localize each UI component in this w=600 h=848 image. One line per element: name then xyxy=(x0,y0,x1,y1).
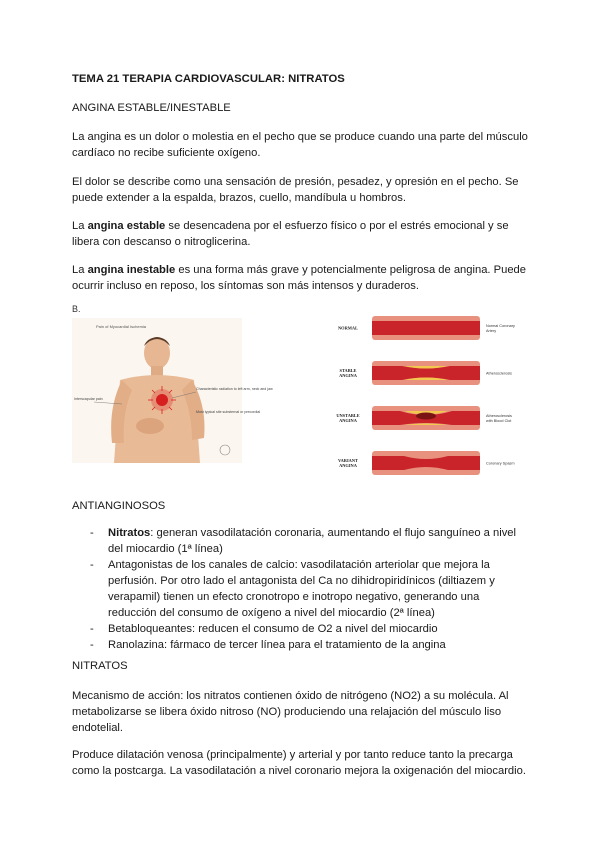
figure-left-label-left: Interscapular pain xyxy=(74,397,103,401)
list-item xyxy=(90,557,530,621)
page-title: TEMA 21 TERAPIA CARDIOVASCULAR: NITRATOS xyxy=(72,73,345,85)
figure-left-caption: Pain of Myocardial Ischemia xyxy=(96,324,147,329)
artery-row-label: UNSTABLE xyxy=(336,413,360,418)
artery-row-description: Atherosclerosis xyxy=(486,414,512,418)
list-item xyxy=(90,525,530,557)
blood-clot xyxy=(416,413,436,420)
artery-row-description: Artery xyxy=(486,329,497,333)
artery-row xyxy=(336,406,512,430)
list-item-text: Ranolazina: fármaco de tercer línea para el tratamiento de la angina xyxy=(108,639,446,651)
artery-row-description: Normal Coronary xyxy=(486,324,515,328)
artery-comparison-diagram xyxy=(322,310,530,480)
artery-row xyxy=(338,451,514,475)
figure-left-label-right-2: Most typical site substernal or precordial xyxy=(196,410,261,414)
artery-row xyxy=(339,361,512,385)
p4-post: es una forma más grave y potencialmente peligrosa de angina. Puede ocurrir incluso en reposo, los síntomas son más intensos y duraderos. xyxy=(72,264,526,292)
artery-row-label: ANGINA xyxy=(339,463,357,468)
list-item-text: Betabloqueantes: reducen el consumo de O2 a nivel del miocardio xyxy=(108,623,438,635)
artery-row xyxy=(338,316,515,340)
artery-lumen xyxy=(372,321,480,335)
section-heading-antianginosos: ANTIANGINOSOS xyxy=(72,500,166,512)
artery-row-label: ANGINA xyxy=(339,418,357,423)
list-item-bold: Nitratos xyxy=(108,527,151,539)
paragraph-pain: El dolor se describe como una sensación de presión, pesadez, y opresión en el pecho. Se puede extender a la espalda, brazos, cuello, mandíbula u hombros. xyxy=(72,176,519,204)
artery-row-description: with Blood Clot xyxy=(486,419,512,423)
paragraph-stable-angina xyxy=(72,218,532,250)
chest-pain-illustration xyxy=(72,318,273,463)
section-heading-angina: ANGINA ESTABLE/INESTABLE xyxy=(72,102,231,114)
figure-left-label-right-1: Characteristic radiation to left arm, neck and jaw xyxy=(196,387,273,391)
paragraph-unstable-angina xyxy=(72,262,532,294)
list-item xyxy=(90,637,530,653)
list-dash: - xyxy=(90,623,94,635)
paragraph-definition: La angina es un dolor o molestia en el pecho que se produce cuando una parte del músculo cardíaco no recibe suficiente oxígeno. xyxy=(72,131,528,159)
artery-row-label: ANGINA xyxy=(339,373,357,378)
paragraph-mechanism: Mecanismo de acción: los nitratos contienen óxido de nitrógeno (NO2) a su molécula. Al metabolizarse se libera óxido nitroso (NO) produciendo una relajación del músculo liso endotelial. xyxy=(72,690,509,734)
list-dash: - xyxy=(90,527,94,539)
paragraph-effects: Produce dilatación venosa (principalmente) y arterial y por tanto reduce tanto la precarga como la postcarga. La vasodilatación a nivel coronario mejora la oxigenación del miocardio. xyxy=(72,749,526,777)
list-item xyxy=(90,621,530,637)
figure-marker: B. xyxy=(72,304,81,314)
list-dash: - xyxy=(90,639,94,651)
p3-pre: La xyxy=(72,220,88,232)
antianginal-list xyxy=(90,525,530,653)
p3-bold: angina estable xyxy=(87,220,166,232)
p4-bold: angina inestable xyxy=(87,264,176,276)
artery-row-description: Atherosclerosis xyxy=(486,371,512,376)
artery-row-description: Coronary Spasm xyxy=(486,461,515,466)
list-item-text: Antagonistas de los canales de calcio: vasodilatación arteriolar que mejora la perfusión. Por otro lado el antagonista del Ca no dihidropiridínicos (diltiazem y verapamil) tienen un efecto cronotropo e inotropo negativo, generando una reducción del consumo de oxígeno a nivel del miocardio (2ª línea) xyxy=(108,559,495,619)
p4-pre: La xyxy=(72,264,88,276)
list-item-text: : generan vasodilatación coronaria, aumentando el flujo sanguíneo a nivel del miocardio (1ª línea) xyxy=(108,527,516,555)
p3-post: se desencadena por el esfuerzo físico o por el estrés emocional y se libera con descanso o nitroglicerina. xyxy=(72,220,509,248)
list-dash: - xyxy=(90,559,94,571)
artery-row-label: NORMAL xyxy=(337,325,359,331)
artery-row-label: STABLE xyxy=(339,368,357,373)
artery-row-label: VARIANT xyxy=(338,458,358,463)
section-heading-nitratos: NITRATOS xyxy=(72,660,128,672)
